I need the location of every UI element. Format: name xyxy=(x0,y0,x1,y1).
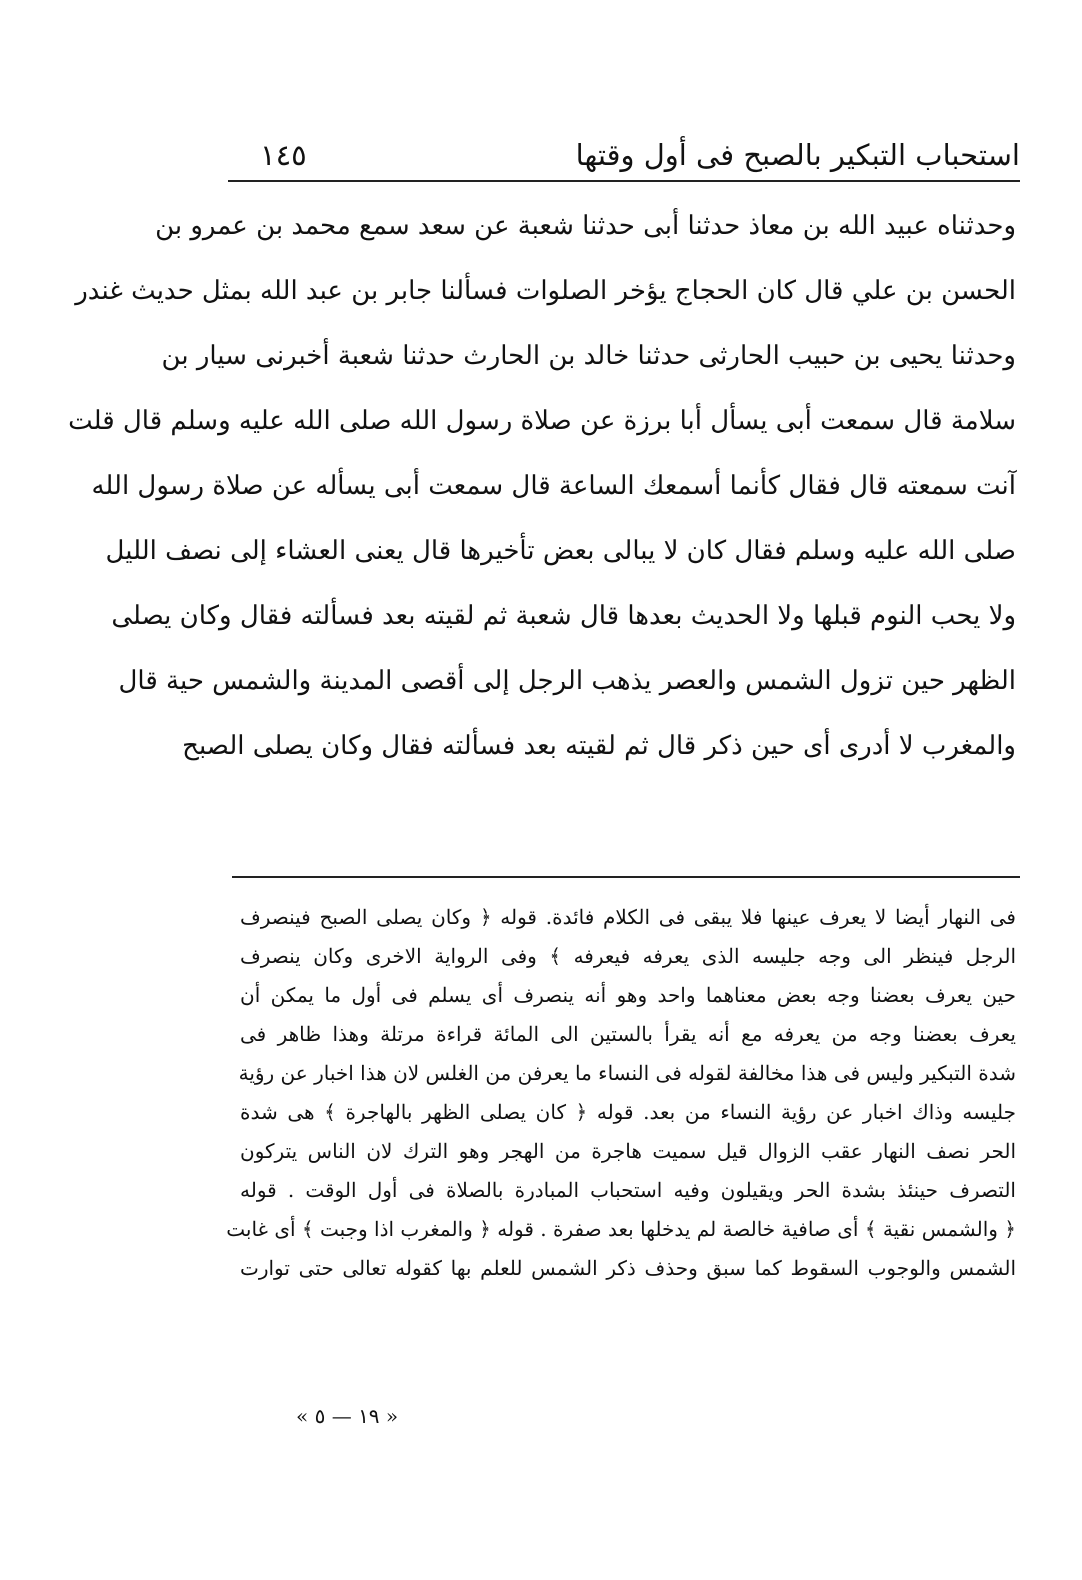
commentary-line: جليسه وذاك اخبار عن رؤية النساء من بعد. قوله ﴿ كان يصلى الظهر بالهاجرة ﴾ هى شدة xyxy=(240,1100,1016,1124)
commentary-line: الرجل فينظر الى وجه جليسه الذى يعرفه فيعرفه ﴾ وفى الرواية الاخرى وكان ينصرف xyxy=(240,944,1016,968)
header-rule xyxy=(228,180,1020,182)
commentary-line: شدة التبكير وليس فى هذا مخالفة لقوله فى النساء ما يعرفن من الغلس لان هذا اخبار عن رؤية xyxy=(238,1061,1016,1085)
commentary-line: الشمس والوجوب السقوط كما سبق وحذف ذكر الشمس للعلم بها كقوله تعالى حتى توارت xyxy=(240,1256,1016,1280)
commentary-line: التصرف حينئذ بشدة الحر ويقيلون وفيه استحباب المبادرة بالصلاة فى أول الوقت . قوله xyxy=(240,1178,1016,1202)
hadith-line: وحدثنا يحيى بن حبيب الحارثى حدثنا خالد بن الحارث حدثنا شعبة أخبرنى سيار بن xyxy=(161,341,1016,371)
commentary-line: يعرف بعضنا وجه من يعرفه مع أنه يقرأ بالستين الى المائة قراءة مرتلة وهذا ظاهر فى xyxy=(240,1022,1016,1046)
hadith-line: والمغرب لا أدرى أى حين ذكر قال ثم لقيته بعد فسألته فقال وكان يصلى الصبح xyxy=(182,731,1016,761)
commentary-line: حين يعرف بعضنا وجه بعض معناهما واحد وهو أنه ينصرف أى يسلم فى أول ما يمكن أن xyxy=(240,983,1016,1007)
running-head xyxy=(228,132,1020,178)
commentary-text xyxy=(226,898,1017,1288)
signature-mark: « ١٩ — ٥ » xyxy=(296,1404,399,1428)
hadith-line: سلامة قال سمعت أبى يسأل أبا برزة عن صلاة رسول الله صلى الله عليه وسلم قال قلت xyxy=(68,406,1016,436)
hadith-line: آنت سمعته قال فقال كأنما أسمعك الساعة قال سمعت أبى يسأله عن صلاة رسول الله xyxy=(91,471,1016,501)
hadith-line: صلى الله عليه وسلم فقال كان لا يبالى بعض تأخيرها قال يعنى العشاء إلى نصف الليل xyxy=(105,536,1016,566)
hadith-line: وحدثناه عبيد الله بن معاذ حدثنا أبى حدثنا شعبة عن سعد سمع محمد بن عمرو بن xyxy=(155,211,1016,241)
commentary-line: ﴿ والشمس نقية ﴾ أى صافية خالصة لم يدخلها بعد صفرة . قوله ﴿ والمغرب اذا وجبت ﴾ أى غابت xyxy=(226,1217,1016,1241)
hadith-text xyxy=(68,194,1016,779)
hadith-line: الحسن بن علي قال كان الحجاج يؤخر الصلوات فسألنا جابر بن عبد الله بمثل حديث غندر xyxy=(75,276,1016,306)
hadith-line: الظهر حين تزول الشمس والعصر يذهب الرجل إلى أقصى المدينة والشمس حية قال xyxy=(118,666,1016,696)
commentary-line: الحر نصف النهار عقب الزوال قيل سميت هاجرة من الهجر وهو الترك لان الناس يتركون xyxy=(240,1139,1017,1163)
commentary-divider xyxy=(232,876,1020,878)
page-number: ١٤٥ xyxy=(260,138,307,172)
running-title: استحباب التبكير بالصبح فى أول وقتها xyxy=(575,138,1020,172)
commentary-line: فى النهار أيضا لا يعرف عينها فلا يبقى فى الكلام فائدة. قوله ﴿ وكان يصلى الصبح فينصرف xyxy=(240,905,1016,929)
hadith-line: ولا يحب النوم قبلها ولا الحديث بعدها قال شعبة ثم لقيته بعد فسألته فقال وكان يصلى xyxy=(111,601,1016,631)
